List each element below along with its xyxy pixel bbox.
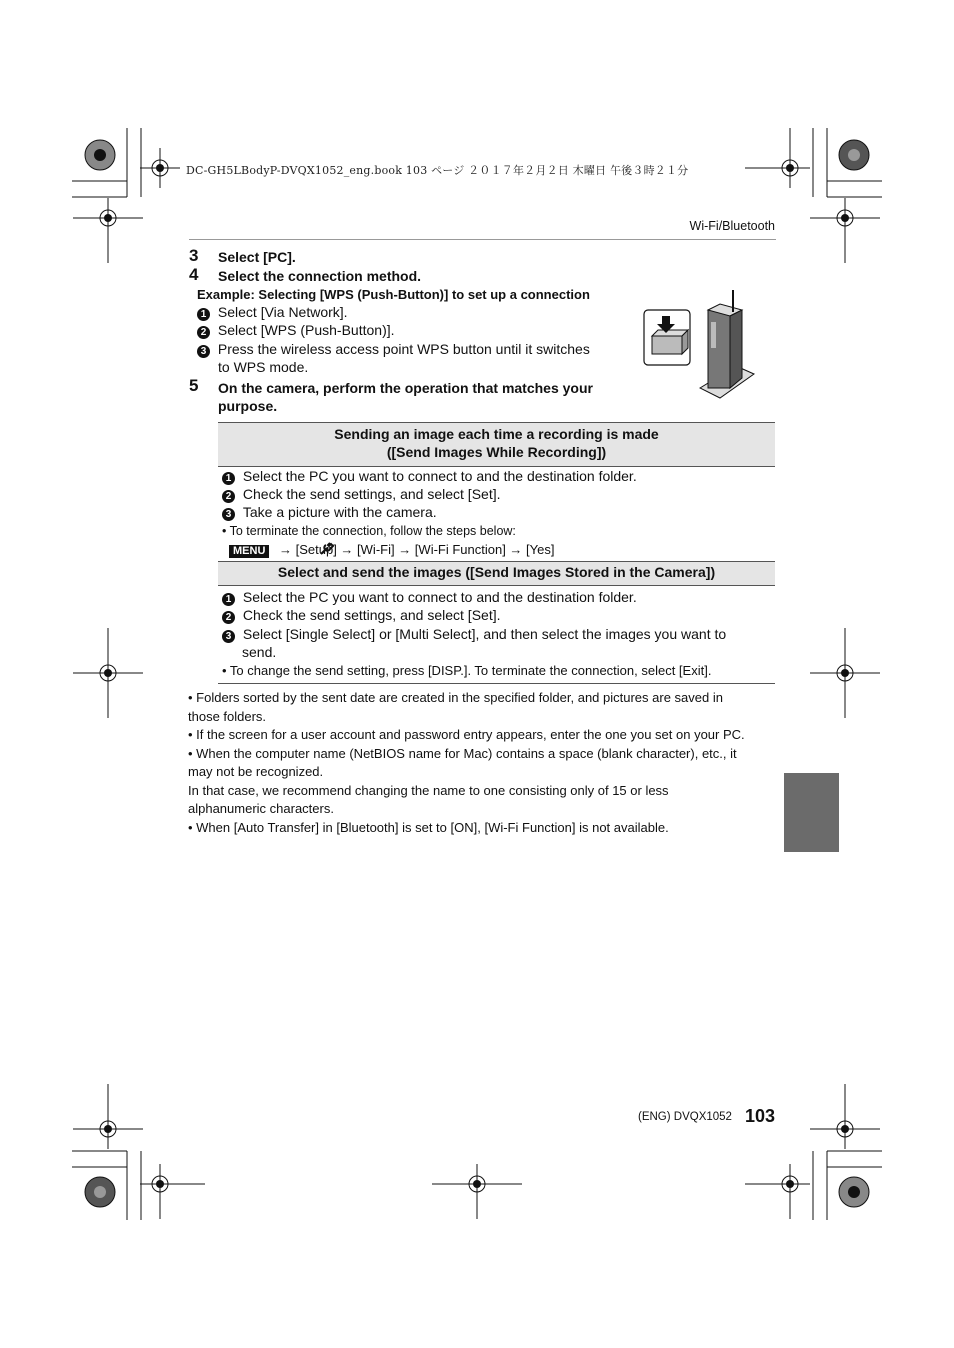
page-number: 103	[745, 1106, 776, 1126]
step-5-line: On the camera, perform the operation that matches your	[218, 380, 593, 396]
note-line: • When [Auto Transfer] in [Bluetooth] is set to [ON], [Wi-Fi Function] is not available.	[188, 819, 669, 835]
example-title: Example: Selecting [WPS (Push-Button)] to set up a connection	[197, 287, 590, 302]
table1-item	[222, 503, 772, 522]
table1-item	[222, 485, 772, 503]
note-item	[188, 689, 780, 726]
table2-item-text: Check the send settings, and select [Set].	[242, 607, 501, 623]
table1-note: • To terminate the connection, follow the steps below:	[222, 524, 516, 538]
step-marker: 1	[222, 472, 235, 485]
example-list	[197, 303, 617, 376]
example-item-text-cont: to WPS mode.	[218, 359, 309, 375]
menu-badge: MENU	[229, 545, 269, 558]
step-marker: 1	[197, 308, 210, 321]
table2-body	[222, 588, 772, 680]
chapter-side-tab	[784, 773, 839, 852]
step-4-text: Select the connection method.	[218, 268, 422, 284]
table1-header	[218, 422, 775, 467]
step-3	[189, 246, 198, 266]
note-item	[188, 819, 780, 838]
table2-item-text: Select the PC you want to connect to and the destination folder.	[242, 589, 637, 605]
notes-list	[188, 689, 780, 837]
table1-item	[222, 467, 772, 485]
step-number: 5	[189, 376, 199, 395]
note-line: • Folders sorted by the sent date are created in the specified folder, and pictures are saved in	[188, 690, 723, 705]
step-marker: 2	[222, 490, 235, 503]
table1-item-text: Check the send settings, and select [Set].	[242, 486, 501, 502]
example-item	[197, 303, 617, 321]
wps-illustration	[640, 286, 760, 406]
example-item-text: Select [WPS (Push-Button)].	[217, 322, 395, 338]
table1-header-line: Sending an image each time a recording is made	[334, 426, 659, 442]
table1-header-line: ([Send Images While Recording])	[386, 444, 607, 460]
step-5	[189, 376, 198, 396]
table2-note: • To change the send setting, press [DISP.]. To terminate the connection, select [Exit].	[222, 663, 712, 678]
step-marker: 3	[197, 345, 210, 358]
table2-item	[222, 606, 772, 625]
wireless-router-icon	[700, 290, 754, 398]
section-divider	[189, 239, 776, 240]
table2-item-text: Select [Single Select] or [Multi Select], and then select the images you want to	[242, 626, 727, 642]
step-marker: 3	[222, 630, 235, 643]
print-header: DC-GH5LBodyP-DVQX1052_eng.book 103 ページ ２０１７年２月２日 木曜日 午後３時２１分	[186, 164, 689, 177]
table2-item-text-cont: send.	[242, 644, 277, 660]
menu-path-text: → [Setup] → [Wi-Fi] → [Wi-Fi Function] → [Yes]	[279, 542, 555, 557]
table1-body	[222, 467, 772, 559]
note-line: • If the screen for a user account and password entry appears, enter the one you set on your PC.	[188, 727, 745, 742]
wrench-icon	[320, 542, 334, 555]
step-marker: 2	[222, 611, 235, 624]
step-marker: 2	[197, 326, 210, 339]
note-line: alphanumeric characters.	[188, 801, 334, 816]
note-line: In that case, we recommend changing the name to one consisting only of 15 or less	[188, 782, 669, 798]
example-item	[197, 340, 617, 376]
note-line: may not be recognized.	[188, 764, 324, 779]
table1-item-text: Select the PC you want to connect to and the destination folder.	[242, 468, 637, 484]
note-line: • When the computer name (NetBIOS name for Mac) contains a space (blank character), etc., it	[188, 745, 737, 761]
step-number: 3	[189, 246, 199, 265]
example-item-text: Press the wireless access point WPS button until it switches	[217, 341, 590, 357]
table2-header: Select and send the images ([Send Images Stored in the Camera])	[218, 561, 775, 586]
note-item	[188, 726, 780, 745]
step-3-text: Select [PC].	[218, 249, 296, 265]
section-title: Wi-Fi/Bluetooth	[689, 219, 775, 233]
table1-item-text: Take a picture with the camera.	[242, 504, 437, 520]
step-number: 4	[189, 265, 199, 284]
step-4	[189, 265, 198, 285]
footer-code: (ENG) DVQX1052	[638, 1111, 732, 1123]
wps-press-icon	[644, 310, 690, 365]
step-marker: 3	[222, 508, 235, 521]
note-line: those folders.	[188, 708, 267, 724]
table2-item	[222, 588, 772, 606]
step-5-text	[218, 379, 593, 415]
example-item	[197, 321, 617, 340]
step-marker: 1	[222, 593, 235, 606]
example-item-text: Select [Via Network].	[217, 304, 348, 320]
note-item	[188, 745, 780, 819]
table2-bottom-rule	[218, 683, 775, 684]
table2-item	[222, 625, 772, 661]
menu-path-row	[229, 541, 772, 559]
step-5-line: purpose.	[218, 398, 278, 414]
